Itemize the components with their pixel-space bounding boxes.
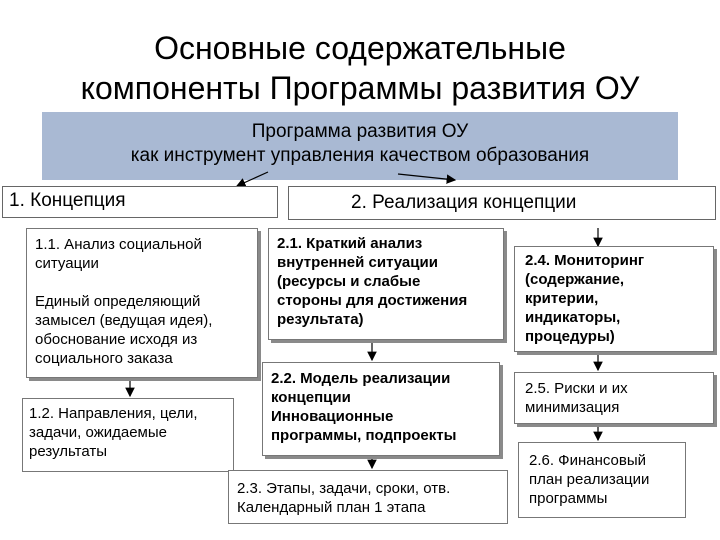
box-2-4-line-4: индикаторы,	[525, 309, 621, 326]
box-2-3-line-2: Календарный план 1 этапа	[237, 499, 426, 516]
box-1-1-line-6: социального заказа	[35, 350, 173, 367]
box-2-6-financial-plan	[518, 442, 686, 518]
box-2-1-line-4: стороны для достижения	[277, 292, 468, 309]
box-2-1-line-5: результата)	[277, 311, 364, 328]
box-2-6-line-3: программы	[529, 490, 608, 507]
box-1-2-line-3: результаты	[29, 443, 107, 460]
box-1-1-social-analysis	[26, 228, 258, 378]
box-2-2-line-3: Инновационные	[271, 408, 394, 425]
box-2-4-monitoring	[514, 246, 714, 352]
realization-heading-box	[288, 186, 716, 220]
realization-heading: 2. Реализация концепции	[351, 192, 577, 213]
box-2-2-line-4: программы, подпроекты	[271, 427, 457, 444]
box-2-6-line-2: план реализации	[529, 471, 650, 488]
box-2-1-line-1: 2.1. Краткий анализ	[277, 235, 423, 252]
box-2-5-risks	[514, 372, 714, 424]
box-1-1-line-5: обоснование исходя из	[35, 331, 198, 348]
box-2-4-line-3: критерии,	[525, 290, 599, 307]
box-2-5-line-1: 2.5. Риски и их	[525, 380, 628, 397]
program-banner	[42, 112, 678, 180]
title-line-1: Основные содержательные	[154, 30, 566, 66]
box-2-4-line-5: процедуры)	[525, 328, 615, 345]
concept-heading: 1. Концепция	[9, 190, 126, 211]
box-1-1-line-2: ситуации	[35, 255, 99, 272]
box-1-2-directions-goals	[22, 398, 234, 472]
box-1-2-line-2: задачи, ожидаемые	[29, 424, 167, 441]
box-1-1-line-1: 1.1. Анализ социальной	[35, 236, 202, 253]
box-2-3-line-1: 2.3. Этапы, задачи, сроки, отв.	[237, 480, 451, 497]
box-2-2-line-2: концепции	[271, 389, 351, 406]
box-2-4-line-1: 2.4. Мониторинг	[525, 252, 645, 269]
box-1-1-line-4: замысел (ведущая идея),	[35, 312, 213, 329]
box-2-1-line-2: внутренней ситуации	[277, 254, 438, 271]
banner-line-1: Программа развития ОУ	[251, 121, 469, 142]
box-2-2-line-1: 2.2. Модель реализации	[271, 370, 451, 387]
box-2-6-line-1: 2.6. Финансовый	[529, 452, 647, 469]
box-2-3-stages-plan	[228, 470, 508, 524]
box-2-5-line-2: минимизация	[525, 399, 620, 416]
banner-line-2: как инструмент управления качеством образования	[130, 145, 590, 166]
box-2-1-internal-analysis	[268, 228, 504, 340]
concept-heading-box	[2, 186, 278, 218]
box-2-4-line-2: (содержание,	[525, 271, 625, 288]
slide-title	[0, 28, 720, 108]
box-2-1-line-3: (ресурсы и слабые	[277, 273, 421, 290]
box-2-2-implementation-model	[262, 362, 500, 456]
box-1-2-line-1: 1.2. Направления, цели,	[29, 405, 198, 422]
title-line-2: компоненты Программы развития ОУ	[80, 70, 640, 106]
box-1-1-line-3: Единый определяющий	[35, 293, 201, 310]
